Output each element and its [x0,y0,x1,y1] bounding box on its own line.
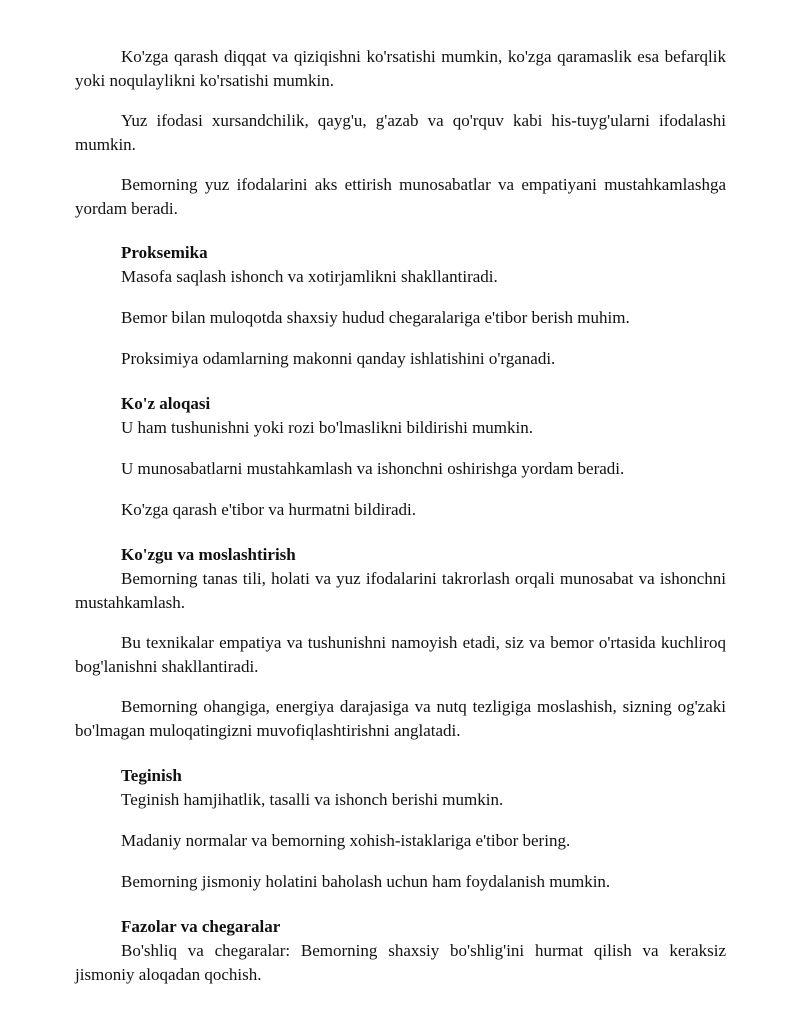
section-paragraph: Bemor bilan muloqotda shaxsiy hudud chegaralariga e'tibor berish muhim. [121,308,630,327]
section-paragraph: Bo'shliq va chegaralar: Bemorning shaxsiy bo'shlig'ini hurmat qilish va keraksiz jismoniy aloqadan qochish. [75,941,726,984]
section-kozgu-va-moslashtirish [75,543,726,743]
section-heading: Ko'zgu va moslashtirish [121,545,296,564]
section-paragraph: U ham tushunishni yoki rozi bo'lmaslikni bildirishi mumkin. [121,418,534,437]
section-paragraph: Bemorning ohangiga, energiya darajasiga va nutq tezligiga moslashish, sizning og'zaki bo'lmagan muloqatingizni muvofiqlashtirishni anglatadi. [75,697,726,740]
section-paragraph: Bemorning jismoniy holatini baholash uchun ham foydalanish mumkin. [121,872,611,891]
section-proksemika [75,241,726,371]
section-heading: Ko'z aloqasi [121,394,211,413]
section-heading: Teginish [121,766,182,785]
section-paragraph: Teginish hamjihatlik, tasalli va ishonch berishi mumkin. [121,790,504,809]
section-koz-aloqasi [75,392,726,522]
section-paragraph: Ko'zga qarash e'tibor va hurmatni bildiradi. [121,500,417,519]
intro-paragraph: Ko'zga qarash diqqat va qiziqishni ko'rsatishi mumkin, ko'zga qaramaslik esa befarqlik yoki noqulaylikni ko'rsatishi mumkin. [75,47,726,90]
section-paragraph: Bu texnikalar empatiya va tushunishni namoyish etadi, siz va bemor o'rtasida kuchliroq bog'lanishni shakllantiradi. [75,633,726,676]
section-paragraph: Madaniy normalar va bemorning xohish-istaklariga e'tibor bering. [121,831,571,850]
section-fazolar-va-chegaralar [75,915,726,987]
section-paragraph: U munosabatlarni mustahkamlash va ishonchni oshirishga yordam beradi. [121,459,625,478]
intro-paragraph: Bemorning yuz ifodalarini aks ettirish munosabatlar va empatiyani mustahkamlashga yordam beradi. [75,175,726,218]
section-heading: Proksemika [121,243,208,262]
section-paragraph: Bemorning tanas tili, holati va yuz ifodalarini takrorlash orqali munosabat va ishonchni mustahkamlash. [75,569,726,612]
section-paragraph: Proksimiya odamlarning makonni qanday ishlatishini o'rganadi. [121,349,556,368]
section-paragraph: Masofa saqlash ishonch va xotirjamlikni shakllantiradi. [121,267,498,286]
section-heading: Fazolar va chegaralar [121,917,281,936]
section-teginish [75,764,726,894]
intro-paragraph: Yuz ifodasi xursandchilik, qayg'u, g'azab va qo'rquv kabi his-tuyg'ularni ifodalashi mumkin. [75,111,726,154]
document-page [75,45,726,987]
